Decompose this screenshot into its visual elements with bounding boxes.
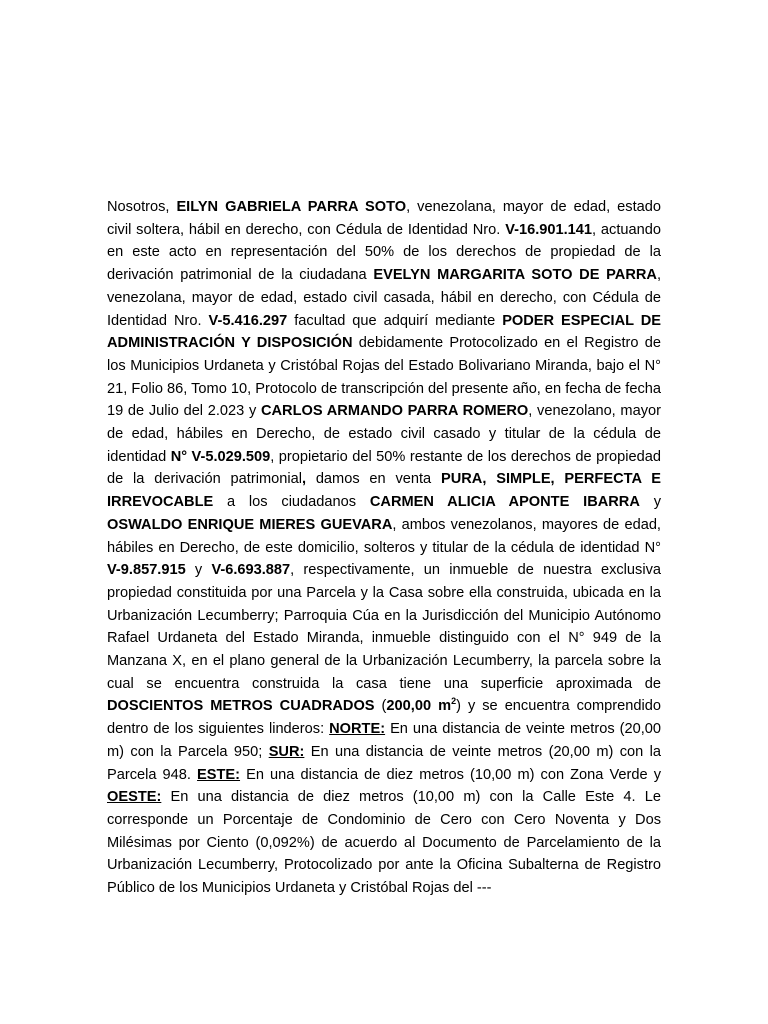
text-run: , respectivamente, un inmueble de nuestra exclusiva propiedad constituida por una Parcela y la Casa sobre ella construida, ubicada en la Urbanización Lecumberry; Parroquia Cúa en la Jurisdicción del Municipio Autónomo Rafael Urdaneta del Estado Miranda, inmueble distinguido con el N° 949 de la Manzana X, en el plano general de la Urbanización Lecumberry, la parcela sobre la cual se encuentra construida la casa tiene una superficie aproximada de bbox=[107, 562, 661, 692]
boundary-label: NORTE: bbox=[329, 721, 386, 738]
bold-text-run: V-5.416.297 bbox=[208, 312, 288, 329]
text-run: , venezolana, mayor de edad, estado civil casada, hábil en derecho, con Cédula de Identidad Nro. bbox=[107, 267, 661, 329]
bold-text-run: N° V-5.029.509 bbox=[170, 448, 271, 465]
text-run: a los ciudadanos bbox=[213, 494, 370, 511]
text-run: damos en venta bbox=[306, 471, 441, 488]
text-run: En una distancia de veinte metros (20,00 m) con la Parcela 948. bbox=[107, 743, 661, 783]
bold-text-run: PURA, SIMPLE, PERFECTA E IRREVOCABLE bbox=[107, 471, 661, 511]
bold-text-run: EILYN GABRIELA PARRA SOTO bbox=[176, 199, 407, 215]
text-run: y bbox=[639, 494, 661, 511]
boundary-label: SUR: bbox=[268, 743, 305, 760]
text-run: , actuando en este acto en representación del 50% de los derechos de propiedad de la derivación patrimonial de la ciudadana bbox=[107, 221, 661, 284]
text-run: y bbox=[185, 562, 212, 579]
bold-text-run: 2 bbox=[451, 696, 457, 707]
text-run: facultad que adquirí mediante bbox=[287, 312, 503, 329]
text-run: , ambos venezolanos, mayores de edad, hábiles en Derecho, de este domicilio, solteros y titular de la cédula de identidad N° bbox=[107, 516, 661, 556]
bold-text-run: OSWALDO ENRIQUE MIERES GUEVARA bbox=[107, 516, 393, 533]
bold-text-run: , bbox=[301, 471, 306, 488]
bold-text-run: EVELYN MARGARITA SOTO DE PARRA bbox=[373, 267, 657, 284]
text-run: ( bbox=[374, 698, 387, 715]
text-run: En una distancia de veinte metros (20,00 m) con la Parcela 950; bbox=[107, 721, 661, 760]
text-run: Nosotros, bbox=[107, 199, 177, 215]
bold-text-run: V-6.693.887 bbox=[211, 562, 291, 579]
text-run: debidamente Protocolizado en el Registro de los Municipios Urdaneta y Cristóbal Rojas del Estado Bolivariano Miranda, bajo el N° 21, Folio 86, Tomo 10, Protocolo de transcripción del presente año, en fecha de fecha 19 de Julio del 2.023 y bbox=[107, 335, 661, 420]
text-run: En una distancia de diez metros (10,00 m) con Zona Verde y bbox=[240, 766, 661, 783]
bold-text-run: V-9.857.915 bbox=[107, 562, 186, 579]
bold-text-run: DOSCIENTOS METROS CUADRADOS bbox=[107, 698, 375, 715]
bold-text-run: CARLOS ARMANDO PARRA ROMERO bbox=[260, 403, 529, 420]
boundary-label: ESTE: bbox=[197, 766, 241, 783]
text-run: , venezolana, mayor de edad, estado civil soltera, hábil en derecho, con Cédula de Identidad Nro. bbox=[107, 199, 661, 238]
text-run: , venezolano, mayor de edad, hábiles en Derecho, de estado civil casado y titular de la cédula de identidad bbox=[107, 403, 661, 465]
text-run: , propietario del 50% restante de los derechos de propiedad de la derivación patrimonial bbox=[107, 448, 661, 488]
document-paragraph bbox=[107, 196, 661, 900]
bold-text-run: CARMEN ALICIA APONTE IBARRA bbox=[369, 494, 640, 511]
bold-text-run: 200,00 m bbox=[386, 698, 452, 715]
bold-text-run: V-16.901.141 bbox=[505, 221, 593, 238]
bold-text-run: PODER ESPECIAL DE ADMINISTRACIÓN Y DISPOSICIÓN bbox=[107, 312, 661, 352]
boundary-label: OESTE: bbox=[107, 789, 162, 806]
text-run: En una distancia de diez metros (10,00 m) con la Calle Este 4. Le corresponde un Porcentaje de Condominio de Cero con Cero Noventa y Dos Milésimas por Ciento (0,092%) de acuerdo al Documento de Parcelamiento de la Urbanización Lecumberry, Protocolizado por ante la Oficina Subalterna de Registro Público de los Municipios Urdaneta y Cristóbal Rojas del --- bbox=[107, 789, 661, 897]
text-run: ) y se encuentra comprendido dentro de los siguientes linderos: bbox=[107, 698, 661, 738]
